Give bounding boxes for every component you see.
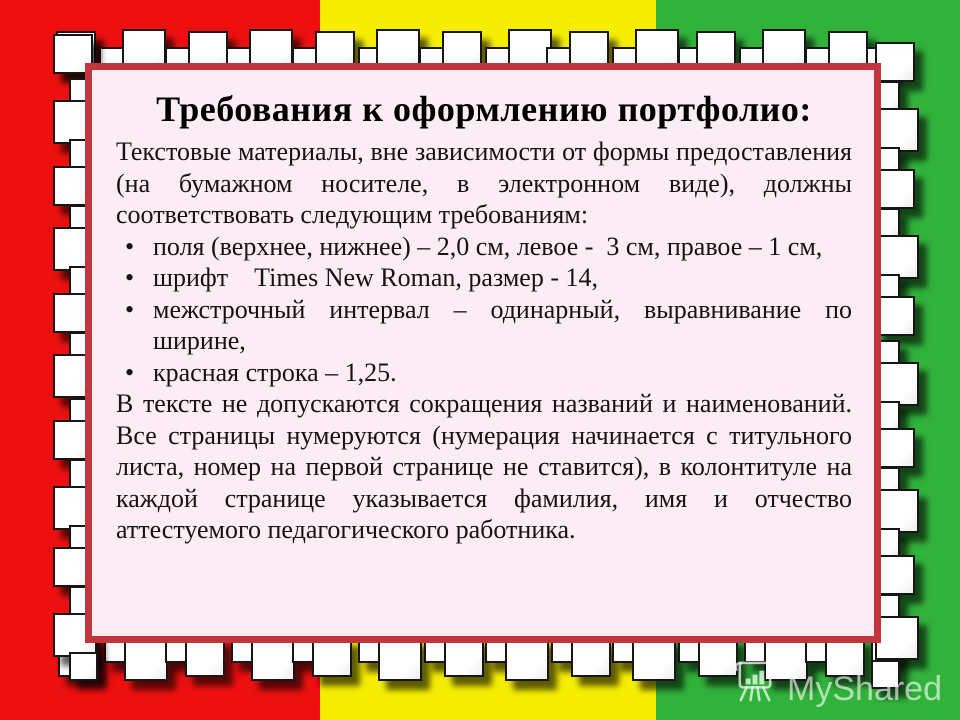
border-square bbox=[875, 616, 919, 660]
list-item-text: красная строка – 1,25. bbox=[153, 357, 397, 387]
bullet-icon: • bbox=[125, 231, 135, 261]
list-item-text: шрифт Times New Roman, размер - 14, bbox=[153, 263, 599, 292]
watermark-label: MyShared bbox=[787, 670, 942, 708]
border-square bbox=[571, 637, 611, 677]
border-square bbox=[444, 637, 484, 677]
list-item-text: межстрочный интервал – одинарный, выравнивание по ширине, bbox=[153, 294, 852, 355]
border-square bbox=[505, 637, 549, 681]
border-square bbox=[185, 637, 225, 677]
border-square bbox=[875, 235, 919, 279]
border-square bbox=[312, 637, 352, 677]
border-square bbox=[875, 489, 919, 533]
border-square bbox=[378, 637, 422, 681]
closing-paragraph: В тексте не допускаются сокращения названий и наименований. Все страницы нумеруются (нумерация начинается с титульного листа, номер на первой странице не ставится), в колонтитуле на каждой странице указывается фамилия, имя и отчество аттестуемого педагогического работника. bbox=[116, 389, 852, 544]
myshared-watermark bbox=[731, 655, 942, 706]
presentation-easel-icon bbox=[731, 655, 778, 706]
intro-paragraph: Текстовые материалы, вне зависимости от формы предоставления (на бумажном носителе, в электронном виде), должны соответствовать следующим требованиям: bbox=[116, 137, 852, 229]
border-square bbox=[875, 108, 919, 152]
list-item bbox=[116, 262, 852, 294]
border-square bbox=[632, 637, 676, 681]
requirements-list bbox=[116, 231, 852, 389]
bullet-icon: • bbox=[125, 263, 135, 292]
content-panel bbox=[85, 63, 881, 643]
border-square bbox=[875, 428, 915, 468]
border-square bbox=[875, 169, 915, 209]
border-square bbox=[875, 42, 915, 82]
border-square bbox=[69, 652, 98, 681]
slide-title: Требования к оформлению портфолио: bbox=[156, 89, 812, 129]
bullet-icon: • bbox=[125, 357, 135, 387]
bullet-icon: • bbox=[125, 294, 135, 324]
border-square bbox=[875, 362, 919, 406]
list-item bbox=[116, 294, 852, 357]
list-item bbox=[116, 231, 852, 263]
list-item bbox=[116, 357, 852, 389]
border-square bbox=[124, 637, 168, 681]
list-item-text: поля (верхнее, нижнее) – 2,0 см, левое - 3 см, правое – 1 см, bbox=[153, 231, 823, 261]
border-square bbox=[875, 555, 915, 595]
border-square bbox=[875, 296, 915, 336]
border-square bbox=[251, 637, 295, 681]
